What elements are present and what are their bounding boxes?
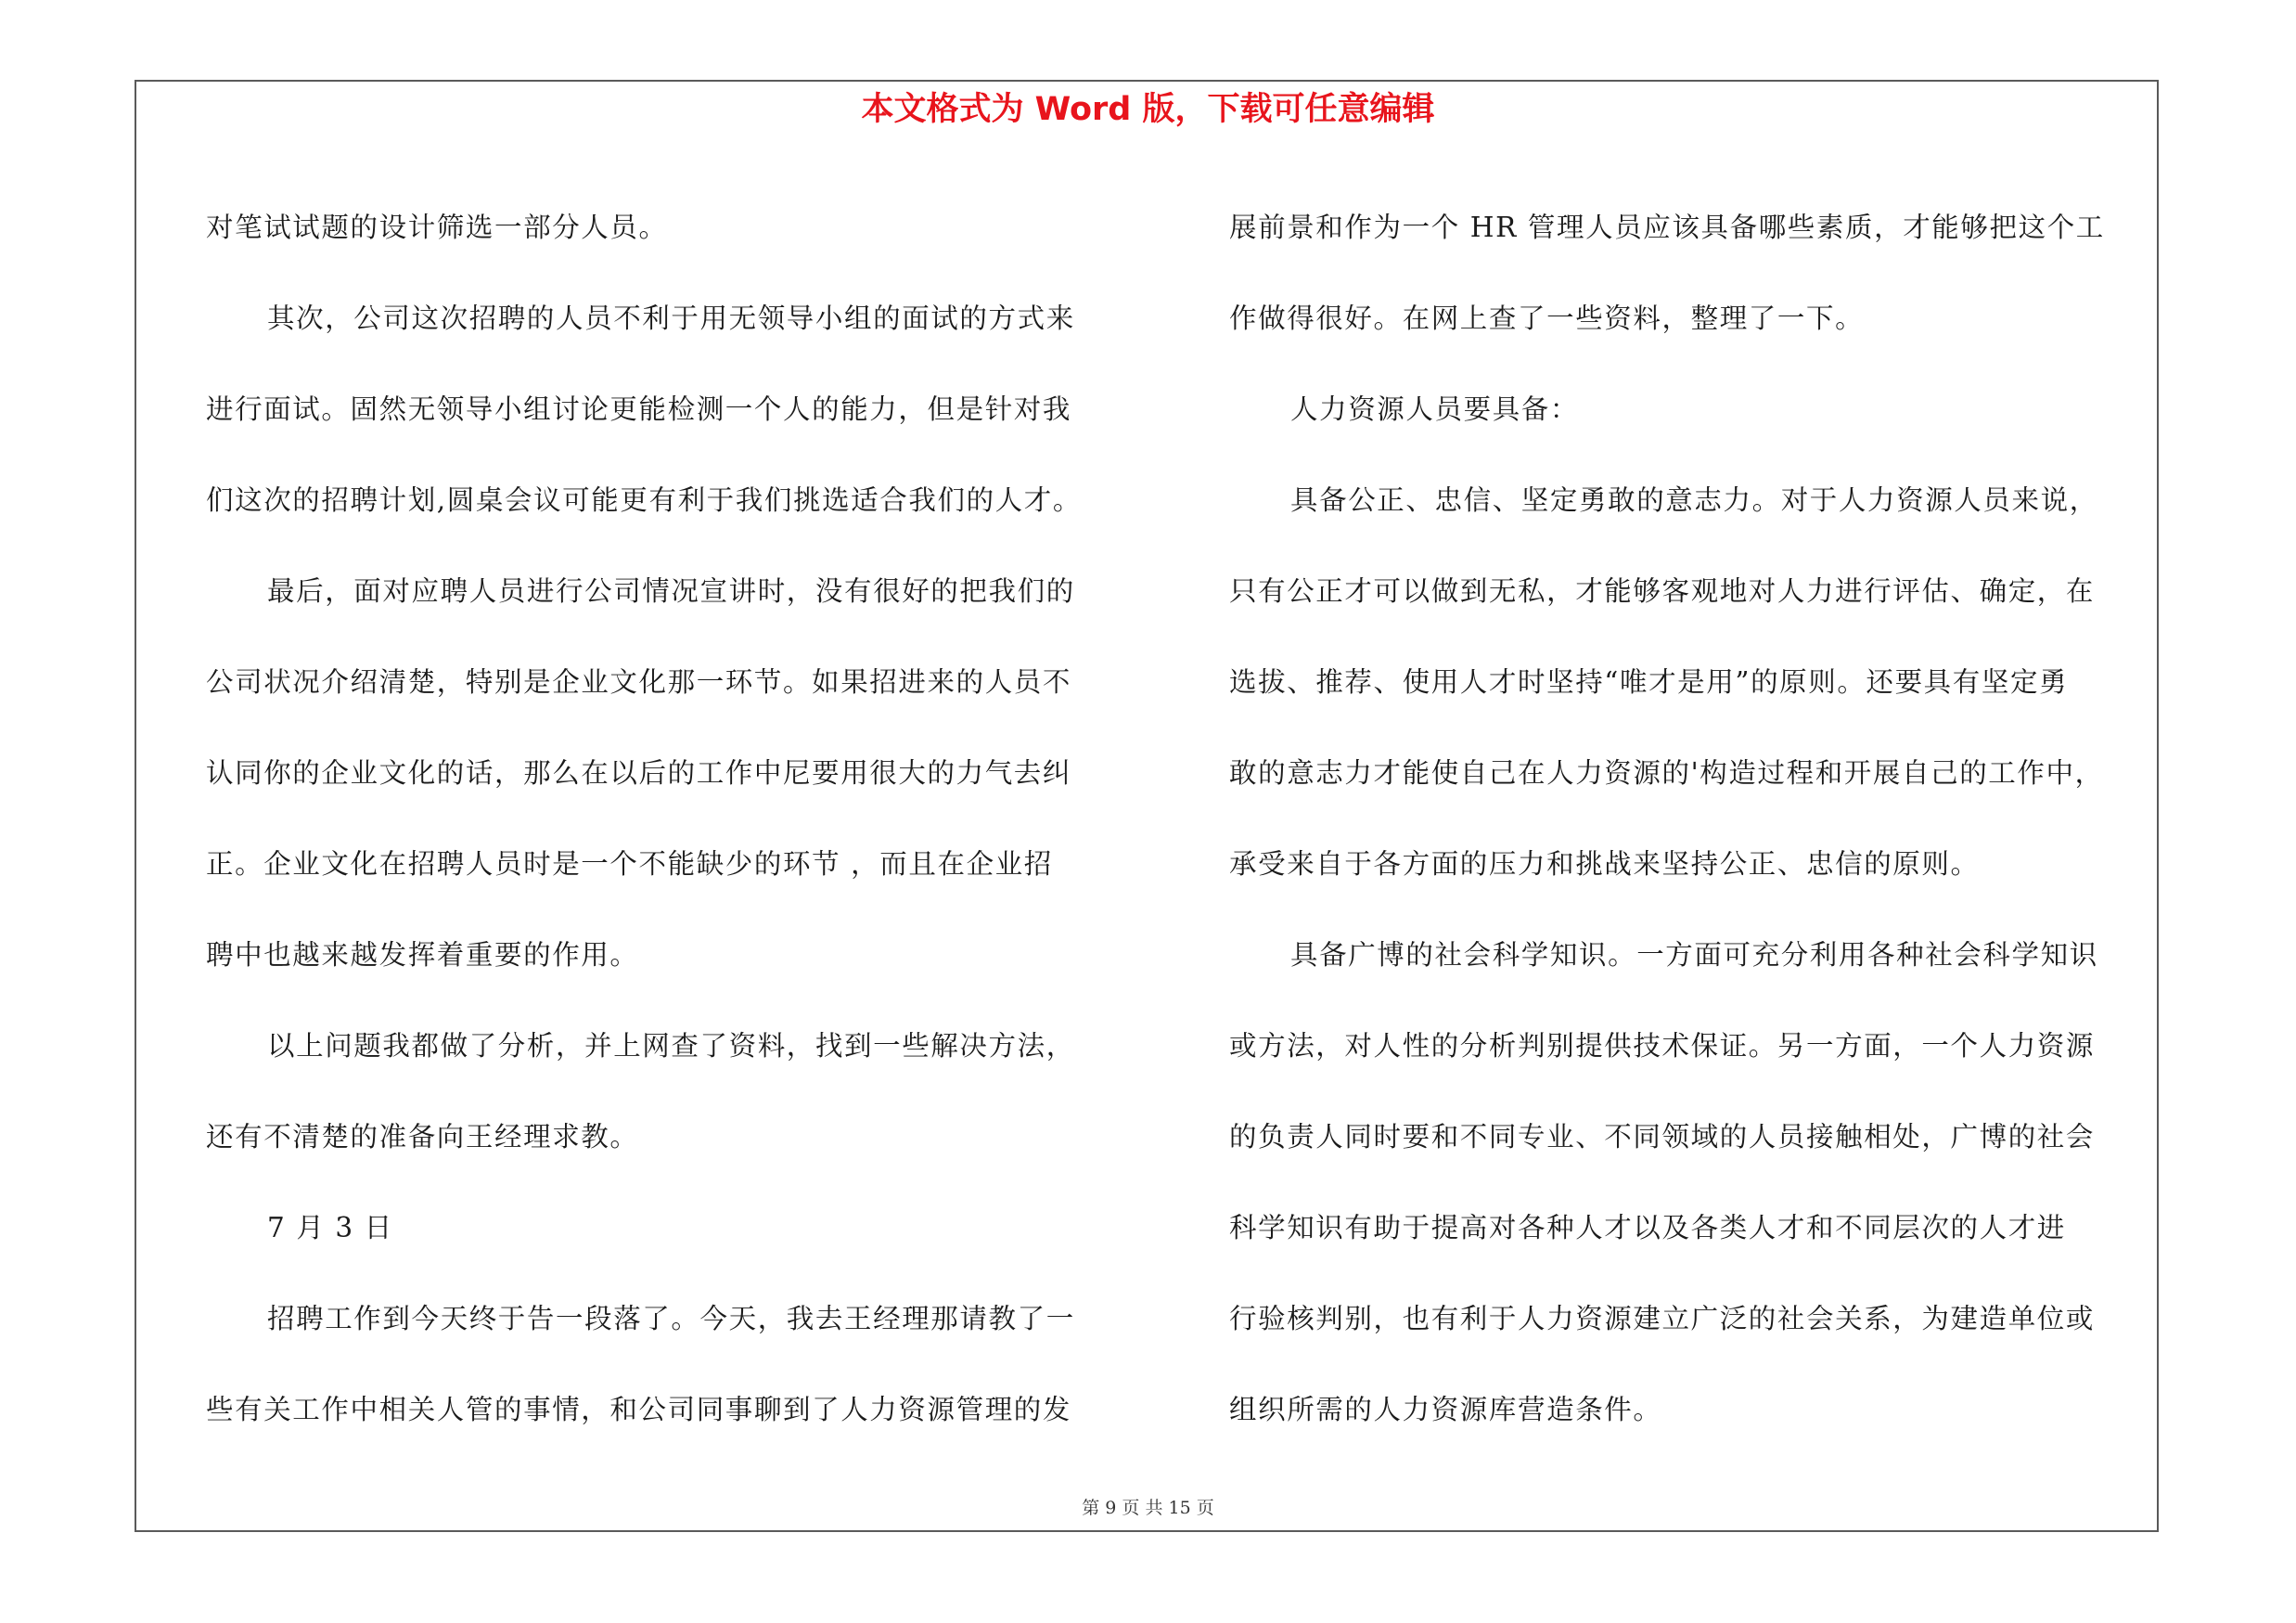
right-column bbox=[1229, 182, 2175, 1455]
paragraph-line: 的负责人同时要和不同专业、不同领域的人员接触相处，广博的社会 bbox=[1229, 1121, 2096, 1153]
paragraph-line: 些有关工作中相关人管的事情，和公司同事聊到了人力资源管理的发 bbox=[206, 1394, 1072, 1425]
paragraph-line: 以上问题我都做了分析，并上网查了资料，找到一些解决方法， bbox=[267, 1030, 1075, 1062]
paragraph-line: 承受来自于各方面的压力和挑战来坚持公正、忠信的原则。 bbox=[1229, 848, 1980, 880]
section-heading: 人力资源人员要具备： bbox=[1290, 393, 1580, 425]
paragraph-line: 作做得很好。在网上查了一些资料，整理了一下。 bbox=[1229, 303, 1865, 334]
paragraph-line: 其次，公司这次招聘的人员不利于用无领导小组的面试的方式来 bbox=[267, 303, 1075, 334]
date-heading: 7 月 3 日 bbox=[267, 1212, 393, 1243]
paragraph-line: 选拔、推荐、使用人才时坚持“唯才是用”的原则。还要具有坚定勇 bbox=[1229, 666, 2069, 698]
paragraph-line: 具备公正、忠信、坚定勇敢的意志力。对于人力资源人员来说， bbox=[1290, 484, 2098, 516]
paragraph-line: 或方法，对人性的分析判别提供技术保证。另一方面，一个人力资源 bbox=[1229, 1030, 2096, 1062]
paragraph-line: 科学知识有助于提高对各种人才以及各类人才和不同层次的人才进 bbox=[1229, 1212, 2066, 1243]
paragraph-line: 招聘工作到今天终于告一段落了。今天，我去王经理那请教了一 bbox=[267, 1303, 1075, 1334]
header-banner: 本文格式为 Word 版，下载可任意编辑 bbox=[861, 91, 1435, 128]
paragraph-line: 只有公正才可以做到无私，才能够客观地对人力进行评估、确定，在 bbox=[1229, 575, 2096, 607]
page-number: 第 9 页 共 15 页 bbox=[1082, 1498, 1214, 1518]
paragraph-line: 行验核判别，也有利于人力资源建立广泛的社会关系，为建造单位或 bbox=[1229, 1303, 2096, 1334]
left-column bbox=[206, 182, 1143, 1455]
paragraph-line: 还有不清楚的准备向王经理求教。 bbox=[206, 1121, 639, 1153]
paragraph-line: 敢的意志力才能使自己在人力资源的'构造过程和开展自己的工作中， bbox=[1229, 757, 2104, 789]
paragraph-line: 进行面试。固然无领导小组讨论更能检测一个人的能力，但是针对我 bbox=[206, 393, 1072, 425]
paragraph-line: 们这次的招聘计划,圆桌会议可能更有利于我们挑选适合我们的人才。 bbox=[206, 484, 1082, 516]
paragraph-line: 聘中也越来越发挥着重要的作用。 bbox=[206, 939, 639, 971]
paragraph-line: 公司状况介绍清楚，特别是企业文化那一环节。如果招进来的人员不 bbox=[206, 666, 1072, 698]
paragraph-line: 认同你的企业文化的话，那么在以后的工作中尼要用很大的力气去纠 bbox=[206, 757, 1072, 789]
paragraph-line: 对笔试试题的设计筛选一部分人员。 bbox=[206, 212, 668, 243]
paragraph-line: 展前景和作为一个 HR 管理人员应该具备哪些素质，才能够把这个工 bbox=[1229, 212, 2105, 243]
paragraph-line: 最后，面对应聘人员进行公司情况宣讲时，没有很好的把我们的 bbox=[267, 575, 1075, 607]
paragraph-line: 正。企业文化在招聘人员时是一个不能缺少的环节 ，而且在企业招 bbox=[206, 848, 1053, 880]
paragraph-line: 组织所需的人力资源库营造条件。 bbox=[1229, 1394, 1662, 1425]
paragraph-line: 具备广博的社会科学知识。一方面可充分利用各种社会科学知识 bbox=[1290, 939, 2098, 971]
